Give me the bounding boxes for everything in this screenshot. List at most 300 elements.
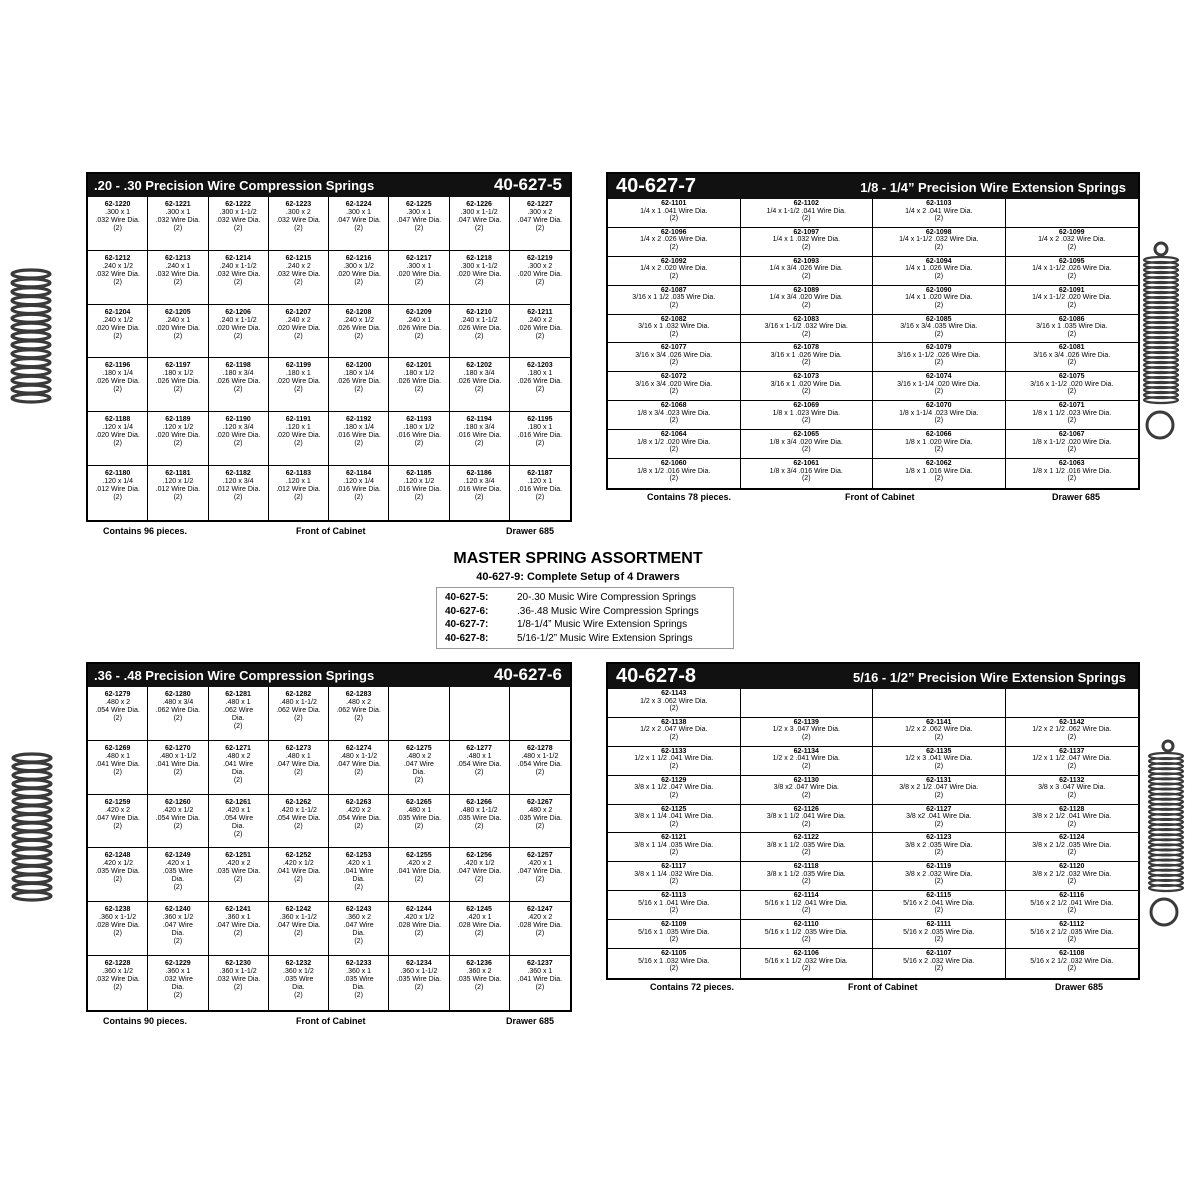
part-number: 62-1120: [1059, 863, 1085, 871]
spring-spec: (2): [1067, 965, 1077, 973]
spring-spec: (2): [173, 494, 183, 502]
part-number: 62-1267: [527, 798, 553, 806]
spring-spec: (2): [535, 332, 545, 340]
spring-spec: .240 x 2: [285, 316, 311, 324]
spring-spec: .016 Wire Dia.: [517, 432, 563, 440]
spring-spec: .480 x 1-1/2: [159, 752, 197, 760]
spring-spec: .026 Wire Dia.: [517, 378, 563, 386]
part-number: 62-1069: [793, 402, 820, 410]
spring-spec: .020 Wire Dia.: [336, 270, 381, 278]
spring-spec: .300 x 1: [165, 209, 191, 216]
part-number: 62-1183: [285, 470, 312, 478]
spring-spec: 3/8 x2 .041 Wire Dia.: [906, 813, 972, 821]
part-number: 62-1211: [527, 308, 553, 316]
spring-cell: [209, 902, 269, 956]
spring-cell: [209, 358, 269, 412]
spring-spec: .240 x 1-1/2: [460, 316, 498, 324]
spring-spec: .026 Wire Dia.: [336, 324, 381, 332]
spring-spec: (2): [474, 984, 484, 992]
spring-spec: .020 Wire Dia.: [215, 432, 261, 440]
spring-spec: .047 Wire Dia.: [517, 217, 563, 224]
spring-spec: 1/2 x 2 .047 Wire Dia.: [640, 726, 708, 734]
spring-spec: .035 Wire: [283, 976, 314, 984]
spring-coil: [13, 771, 51, 779]
spring-cell: [1006, 199, 1139, 228]
part-number: 62-1108: [1059, 950, 1085, 958]
part-number: 62-1214: [225, 254, 251, 262]
spring-spec: (2): [354, 386, 363, 394]
spring-coil: [13, 849, 51, 857]
spring-spec: (2): [173, 884, 183, 892]
part-number: 62-1094: [925, 257, 952, 265]
master-item-code: 40-627-5:: [445, 592, 489, 603]
spring-spec: (2): [474, 930, 484, 938]
part-number: 62-1095: [1058, 257, 1085, 265]
spring-spec: .026 Wire Dia.: [396, 378, 442, 386]
part-number: 62-1243: [345, 906, 372, 914]
spring-spec: (2): [173, 768, 183, 776]
spring-spec: (2): [113, 440, 122, 448]
spring-cell: [608, 862, 741, 891]
spring-spec: (2): [474, 386, 484, 394]
spring-spec: .240 x 1-1/2: [219, 316, 257, 324]
spring-spec: 3/16 x 1 .032 Wire Dia.: [638, 323, 710, 331]
spring-cell: [873, 689, 1006, 718]
spring-cell: [148, 902, 208, 956]
spring-spec: 1/2 x 1 1/2 .041 Wire Dia.: [634, 755, 714, 763]
spring-spec: 1/2 x 3 .041 Wire Dia.: [905, 755, 973, 763]
spring-cell: [209, 305, 269, 359]
spring-spec: 5/16 x 2 1/2 .041 Wire Dia.: [1030, 899, 1114, 907]
spring-spec: .420 x 1-1/2: [279, 806, 317, 814]
footer-front: Front of Cabinet: [296, 526, 366, 536]
spring-cell: [209, 741, 269, 795]
spring-spec: 3/16 x 1 .035 Wire Dia.: [1036, 323, 1108, 331]
part-number: 62-1066: [925, 431, 952, 439]
spring-spec: .062 Wire Dia.: [336, 707, 381, 714]
part-number: 62-1188: [104, 416, 131, 424]
spring-spec: .240 x 2: [527, 316, 553, 324]
spring-cell: [1006, 459, 1139, 488]
spring-cell: [510, 687, 570, 741]
spring-spec: .120 x 3/4: [463, 478, 495, 486]
spring-spec: .054 Wire Dia.: [456, 760, 502, 768]
spring-cell: [873, 949, 1006, 978]
part-number: 62-1199: [285, 362, 312, 370]
part-number: 62-1126: [793, 805, 819, 813]
spring-spec: (2): [669, 791, 679, 799]
part-number: 62-1237: [527, 960, 553, 968]
spring-spec: (2): [173, 822, 183, 830]
spring-spec: .016 Wire Dia.: [396, 486, 442, 494]
spring-cell: [741, 228, 874, 257]
spring-spec: .047 Wire Dia.: [456, 868, 502, 876]
part-number: 62-1277: [466, 744, 492, 752]
spring-spec: .032 Wire Dia.: [276, 217, 321, 224]
spring-spec: (2): [294, 386, 303, 394]
spring-cell: [741, 459, 874, 488]
part-number: 62-1064: [660, 431, 687, 439]
spring-spec: .480 x 1: [466, 752, 492, 760]
part-number: 62-1075: [1058, 373, 1085, 381]
spring-spec: .240 x 1: [165, 316, 191, 324]
spring-spec: .016 Wire Dia.: [336, 432, 381, 440]
spring-spec: .020 Wire Dia.: [95, 324, 140, 332]
spring-spec: 1/4 x 3/4 .020 Wire Dia.: [769, 294, 843, 302]
spring-spec: .054 Wire: [223, 814, 254, 822]
spring-cell: [608, 343, 741, 372]
spring-spec: (2): [535, 822, 545, 830]
spring-spec: .041 Wire: [343, 868, 374, 876]
part-number: 62-1098: [925, 228, 952, 236]
spring-spec: (2): [233, 225, 243, 232]
spring-spec: .028 Wire Dia.: [95, 922, 140, 930]
spring-cell: [148, 956, 208, 1010]
spring-cell: [510, 902, 570, 956]
spring-cell: [389, 795, 449, 849]
spring-coil: [13, 754, 51, 762]
part-number: 62-1090: [925, 286, 952, 294]
spring-spec: (2): [414, 494, 424, 502]
spring-cell: [450, 466, 510, 520]
part-number: 62-1106: [793, 950, 819, 958]
spring-cell: [329, 902, 389, 956]
part-number: 62-1124: [1059, 834, 1085, 842]
spring-cell: [1006, 862, 1139, 891]
spring-cell: [1006, 891, 1139, 920]
spring-spec: (2): [669, 705, 679, 712]
spring-spec: .041 Wire Dia.: [276, 868, 321, 876]
spring-coil: [13, 875, 51, 883]
spring-spec: 1/2 x 1 1/2 .047 Wire Dia.: [1032, 755, 1112, 763]
spring-coil: [13, 892, 51, 900]
spring-spec: (2): [535, 930, 545, 938]
spring-spec: .020 Wire Dia.: [517, 270, 563, 278]
spring-cell: [608, 430, 741, 459]
spring-spec: (2): [801, 878, 811, 886]
spring-cell: [389, 412, 449, 466]
part-number: 62-1271: [225, 744, 251, 752]
spring-cell: [510, 251, 570, 305]
spring-spec: (2): [173, 440, 183, 448]
part-number: 62-1085: [925, 315, 952, 323]
spring-spec: .300 x 1: [406, 209, 432, 216]
spring-spec: (2): [934, 907, 944, 915]
drawer-grid: [608, 689, 1138, 978]
part-number: 62-1274: [345, 744, 372, 752]
part-number: 62-1201: [406, 362, 432, 370]
spring-cell: [88, 848, 148, 902]
master-drawer-list: [436, 587, 734, 649]
part-number: 62-1182: [225, 470, 251, 478]
spring-spec: Dia.: [231, 768, 245, 776]
spring-spec: (2): [801, 762, 811, 770]
part-number: 62-1257: [527, 852, 553, 860]
spring-spec: (2): [801, 446, 811, 454]
spring-spec: 5/16 x 2 .041 Wire Dia.: [903, 899, 975, 907]
spring-cell: [1006, 776, 1139, 805]
spring-spec: .020 Wire Dia.: [155, 432, 201, 440]
spring-spec: 5/16 x 1 .041 Wire Dia.: [638, 899, 710, 907]
spring-spec: .062 Wire Dia.: [276, 707, 321, 714]
spring-cell: [209, 466, 269, 520]
spring-spec: .240 x 2: [285, 262, 311, 270]
part-number: 62-1101: [661, 200, 687, 207]
spring-spec: .480 x 1: [285, 752, 311, 760]
spring-spec: .180 x 1/4: [343, 424, 374, 432]
spring-cell: [741, 199, 874, 228]
spring-hook: [1151, 899, 1177, 925]
spring-spec: Dia.: [231, 715, 245, 722]
spring-spec: .420 x 1/2: [463, 860, 495, 868]
spring-cell: [608, 718, 741, 747]
spring-cell: [269, 902, 329, 956]
spring-spec: 1/4 x 3/4 .026 Wire Dia.: [769, 265, 843, 273]
spring-cell: [608, 257, 741, 286]
spring-spec: 1/4 x 1-1/2 .041 Wire Dia.: [766, 207, 846, 215]
spring-cell: [608, 920, 741, 949]
spring-spec: (2): [801, 272, 811, 280]
spring-spec: .300 x 1/2: [343, 262, 374, 270]
spring-spec: 3/16 x 1-1/2 .020 Wire Dia.: [1030, 380, 1114, 388]
spring-cell: [329, 466, 389, 520]
part-number: 62-1255: [406, 852, 432, 860]
spring-spec: (2): [934, 878, 944, 886]
spring-cell: [1006, 718, 1139, 747]
spring-spec: (2): [535, 768, 545, 776]
spring-spec: (2): [474, 332, 484, 340]
spring-coil: [12, 314, 50, 322]
spring-coil: [12, 376, 50, 384]
spring-spec: 1/8 x 1 .016 Wire Dia.: [905, 467, 973, 475]
spring-spec: .180 x 1/2: [403, 370, 435, 378]
spring-spec: (2): [934, 762, 944, 770]
spring-cell: [510, 305, 570, 359]
spring-spec: 3/8 x2 .047 Wire Dia.: [773, 784, 839, 792]
spring-cell: [329, 956, 389, 1010]
spring-spec: .035 Wire: [343, 976, 374, 984]
part-number: 62-1115: [926, 892, 952, 900]
part-number: 62-1134: [793, 747, 819, 755]
spring-coil: [12, 367, 50, 375]
spring-cell: [88, 358, 148, 412]
spring-cell: [1006, 228, 1139, 257]
spring-coil: [12, 279, 50, 287]
spring-spec: .047 Wire Dia.: [276, 760, 321, 768]
spring-spec: (2): [669, 936, 679, 944]
spring-spec: .047 Wire Dia.: [517, 868, 563, 876]
spring-spec: .420 x 2: [225, 860, 251, 868]
spring-cell: [873, 776, 1006, 805]
spring-spec: (2): [1067, 243, 1077, 251]
part-number: 62-1129: [661, 776, 687, 784]
spring-cell: [88, 795, 148, 849]
spring-spec: (2): [1067, 301, 1077, 309]
part-number: 62-1142: [1059, 718, 1085, 726]
spring-cell: [741, 805, 874, 834]
spring-cell: [209, 412, 269, 466]
compression-spring-image-bottom: [10, 752, 54, 902]
spring-spec: .041 Wire: [223, 760, 254, 768]
spring-spec: (2): [1067, 762, 1077, 770]
spring-cell: [88, 956, 148, 1010]
spring-cell: [873, 228, 1006, 257]
spring-cell: [741, 747, 874, 776]
part-number: 62-1079: [925, 344, 952, 352]
spring-spec: 5/16 x 1 .035 Wire Dia.: [638, 928, 710, 936]
spring-spec: 1/8 x 1-1/4 .023 Wire Dia.: [899, 409, 979, 417]
spring-spec: 5/16 x 2 .035 Wire Dia.: [903, 928, 975, 936]
part-number: 62-1189: [165, 416, 191, 424]
part-number: 62-1245: [466, 906, 492, 914]
spring-spec: .035 Wire Dia.: [396, 976, 442, 984]
spring-spec: .180 x 1/4: [102, 370, 133, 378]
spring-spec: (2): [294, 715, 303, 722]
spring-spec: (2): [535, 494, 545, 502]
spring-spec: (2): [354, 278, 363, 286]
spring-spec: (2): [113, 715, 122, 722]
spring-cell: [329, 197, 389, 251]
part-number: 62-1096: [660, 228, 687, 236]
part-number: 62-1192: [345, 416, 372, 424]
spring-spec: .020 Wire Dia.: [456, 270, 502, 278]
spring-cell: [608, 689, 741, 718]
spring-spec: .032 Wire Dia.: [95, 976, 140, 984]
part-number: 62-1242: [285, 906, 312, 914]
spring-cell: [873, 315, 1006, 344]
spring-cell: [450, 848, 510, 902]
part-number: 62-1181: [165, 470, 191, 478]
spring-spec: .020 Wire Dia.: [396, 270, 442, 278]
spring-cell: [389, 466, 449, 520]
spring-spec: (2): [934, 215, 944, 222]
part-number: 62-1280: [165, 691, 191, 698]
spring-spec: .047 Wire Dia.: [215, 922, 261, 930]
spring-spec: (2): [801, 301, 811, 309]
spring-cell: [608, 776, 741, 805]
spring-spec: (2): [669, 878, 679, 886]
spring-spec: .032 Wire Dia.: [95, 270, 140, 278]
spring-spec: .032 Wire Dia.: [276, 270, 321, 278]
spring-spec: .120 x 1/4: [102, 424, 133, 432]
spring-cell: [1006, 747, 1139, 776]
spring-cell: [1006, 343, 1139, 372]
drawer-header: [608, 174, 1138, 199]
part-number: 62-1116: [1059, 892, 1085, 900]
spring-spec: (2): [173, 278, 183, 286]
spring-spec: (2): [173, 386, 183, 394]
spring-spec: .480 x 2: [527, 806, 553, 814]
spring-spec: (2): [113, 822, 122, 830]
spring-spec: (2): [934, 359, 944, 367]
spring-spec: (2): [414, 984, 424, 992]
spring-cell: [741, 286, 874, 315]
spring-cell: [608, 199, 741, 228]
spring-spec: 1/4 x 2 .020 Wire Dia.: [640, 265, 708, 273]
spring-spec: Dia.: [171, 876, 185, 884]
spring-coil: [13, 814, 51, 822]
spring-spec: (2): [173, 225, 183, 232]
spring-coil: [13, 840, 51, 848]
part-number: 62-1202: [466, 362, 492, 370]
spring-spec: .032 Wire Dia.: [155, 217, 201, 224]
spring-spec: (2): [414, 822, 424, 830]
part-number: 62-1221: [165, 201, 191, 208]
spring-coil: [13, 789, 51, 797]
part-number: 62-1087: [660, 286, 687, 294]
spring-cell: [741, 430, 874, 459]
spring-cell: [450, 687, 510, 741]
spring-hook: [1163, 741, 1173, 751]
spring-spec: .420 x 1: [527, 860, 553, 868]
part-number: 62-1229: [165, 960, 191, 968]
part-number: 62-1122: [793, 834, 819, 842]
spring-spec: (2): [669, 820, 679, 828]
spring-spec: .360 x 1: [225, 914, 251, 922]
spring-spec: .360 x 1-1/2: [400, 968, 438, 976]
spring-cell: [148, 741, 208, 795]
part-number: 62-1194: [466, 416, 492, 424]
spring-spec: .020 Wire Dia.: [276, 324, 321, 332]
part-number: 62-1132: [1059, 776, 1085, 784]
part-number: 62-1222: [225, 201, 251, 208]
footer-drawer: Drawer 685: [506, 526, 555, 536]
part-number: 62-1193: [406, 416, 432, 424]
spring-coil: [12, 305, 50, 313]
part-number: 62-1256: [466, 852, 492, 860]
part-number: 62-1119: [926, 863, 952, 871]
spring-spec: (2): [934, 965, 944, 973]
part-number: 62-1197: [165, 362, 191, 370]
spring-cell: [510, 466, 570, 520]
spring-coil: [12, 288, 50, 296]
spring-spec: .026 Wire Dia.: [456, 324, 502, 332]
spring-spec: 5/16 x 2 1/2 .032 Wire Dia.: [1030, 957, 1114, 965]
spring-coil: [1144, 397, 1178, 403]
spring-spec: .420 x 1/2: [102, 860, 133, 868]
drawer-grid: [608, 199, 1138, 488]
part-number: 62-1248: [104, 852, 131, 860]
master-item-desc: 5/16-1/2” Music Wire Extension Springs: [517, 632, 693, 644]
spring-spec: (2): [173, 715, 183, 722]
part-number: 62-1261: [225, 798, 251, 806]
spring-spec: .035 Wire Dia.: [95, 868, 140, 876]
spring-spec: (2): [474, 768, 484, 776]
spring-spec: .012 Wire Dia.: [215, 486, 261, 494]
part-number: 62-1215: [285, 254, 312, 262]
part-number: 62-1060: [660, 460, 687, 468]
master-list-item: [445, 591, 725, 605]
part-number: 62-1114: [793, 892, 819, 900]
spring-cell: [1006, 401, 1139, 430]
part-number: 62-1072: [660, 373, 687, 381]
footer-drawer: Drawer 685: [506, 1016, 555, 1026]
spring-spec: (2): [113, 494, 122, 502]
spring-spec: .026 Wire Dia.: [336, 378, 381, 386]
spring-spec: (2): [233, 876, 243, 884]
spring-spec: (2): [414, 332, 424, 340]
master-item-desc: .36-.48 Music Wire Compression Springs: [517, 605, 699, 617]
spring-spec: (2): [535, 984, 545, 992]
spring-spec: (2): [669, 417, 679, 425]
spring-spec: 1/8 x 1-1/2 .020 Wire Dia.: [1032, 438, 1112, 446]
spring-spec: .360 x 1-1/2: [219, 968, 257, 976]
part-number: 62-1135: [926, 747, 952, 755]
spring-spec: .300 x 1: [406, 262, 432, 270]
spring-spec: .062 Wire: [223, 707, 254, 714]
part-number: 62-1187: [527, 470, 553, 478]
spring-spec: 3/8 x 2 1/2 .041 Wire Dia.: [1032, 813, 1112, 821]
